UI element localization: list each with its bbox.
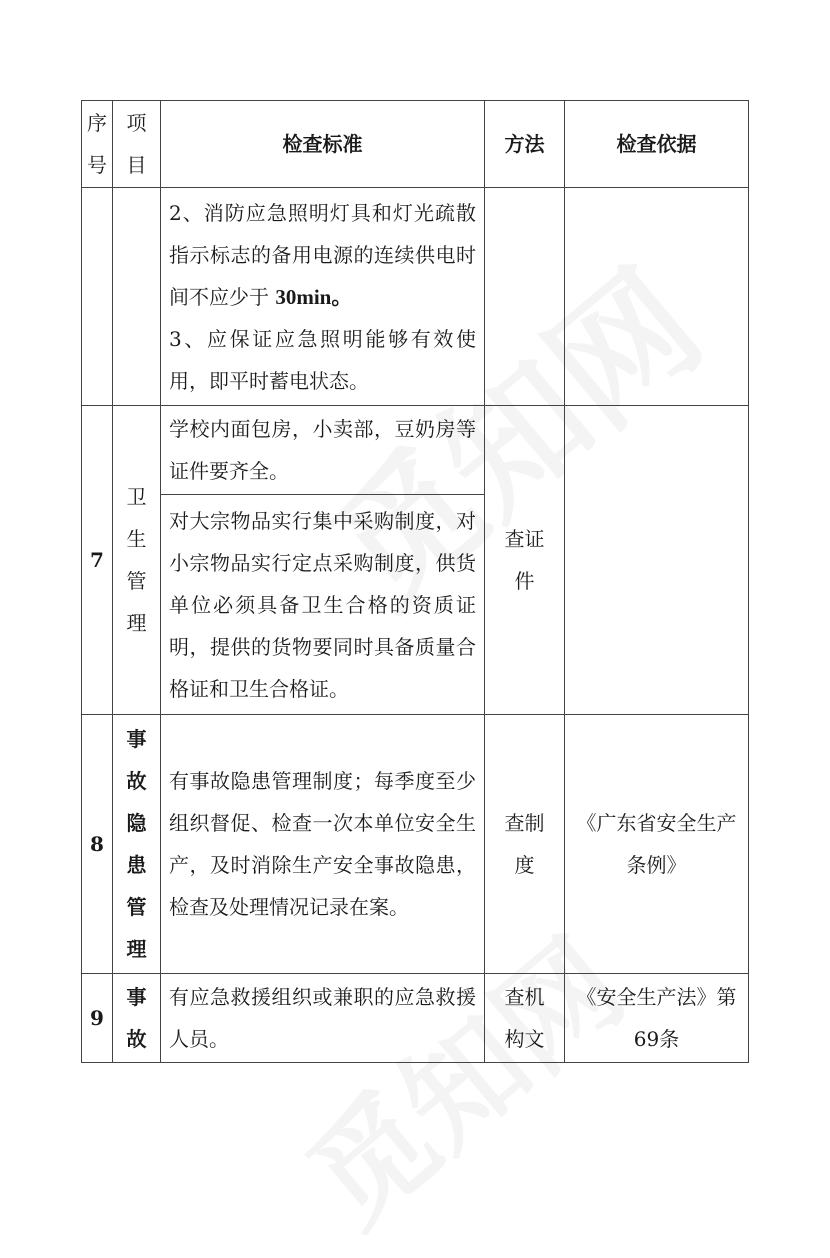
table-row-7a [82,406,749,495]
row-cont-item [113,188,161,406]
table-header-row [82,101,749,188]
row9-basis: 《安全生产法》第69条 [565,974,749,1063]
row8-item: 事故隐患管理 [113,715,161,974]
row9-method: 查机构文 [485,974,565,1063]
table-row-9 [82,974,749,1063]
row-cont-no [82,188,113,406]
row9-item: 事故 [113,974,161,1063]
header-no: 序号 [82,101,113,188]
header-basis: 检查依据 [565,101,749,188]
standard-item-2: 2、消防应急照明灯具和灯光疏散指示标志的备用电源的连续供电时间不应少于 30min。 [169,200,476,309]
inspection-table [81,100,749,1063]
row7-standard-b: 对大宗物品实行集中采购制度，对小宗物品实行定点采购制度，供货单位必须具备卫生合格的资质证明，提供的货物要同时具备质量合格证和卫生合格证。 [161,495,485,715]
header-standard: 检查标准 [161,101,485,188]
standard-item-3: 3、应保证应急照明能够有效使用，即平时蓄电状态。 [169,326,476,393]
row8-method: 查制度 [485,715,565,974]
header-item: 项目 [113,101,161,188]
row7-basis [565,406,749,715]
table-row-8 [82,715,749,974]
row7-standard-a: 学校内面包房，小卖部，豆奶房等证件要齐全。 [161,406,485,495]
row-cont-standard [161,188,485,406]
header-method: 方法 [485,101,565,188]
row7-item: 卫生管理 [113,406,161,715]
row8-standard: 有事故隐患管理制度；每季度至少组织督促、检查一次本单位安全生产，及时消除生产安全事故隐患，检查及处理情况记录在案。 [161,715,485,974]
table-row-continued [82,188,749,406]
row9-standard: 有应急救援组织或兼职的应急救援人员。 [161,974,485,1063]
row-cont-method [485,188,565,406]
row8-basis: 《广东省安全生产条例》 [565,715,749,974]
row9-no: 9 [82,974,113,1063]
row7-no: 7 [82,406,113,715]
row-cont-basis [565,188,749,406]
row7-method: 查证件 [485,406,565,715]
row8-no: 8 [82,715,113,974]
